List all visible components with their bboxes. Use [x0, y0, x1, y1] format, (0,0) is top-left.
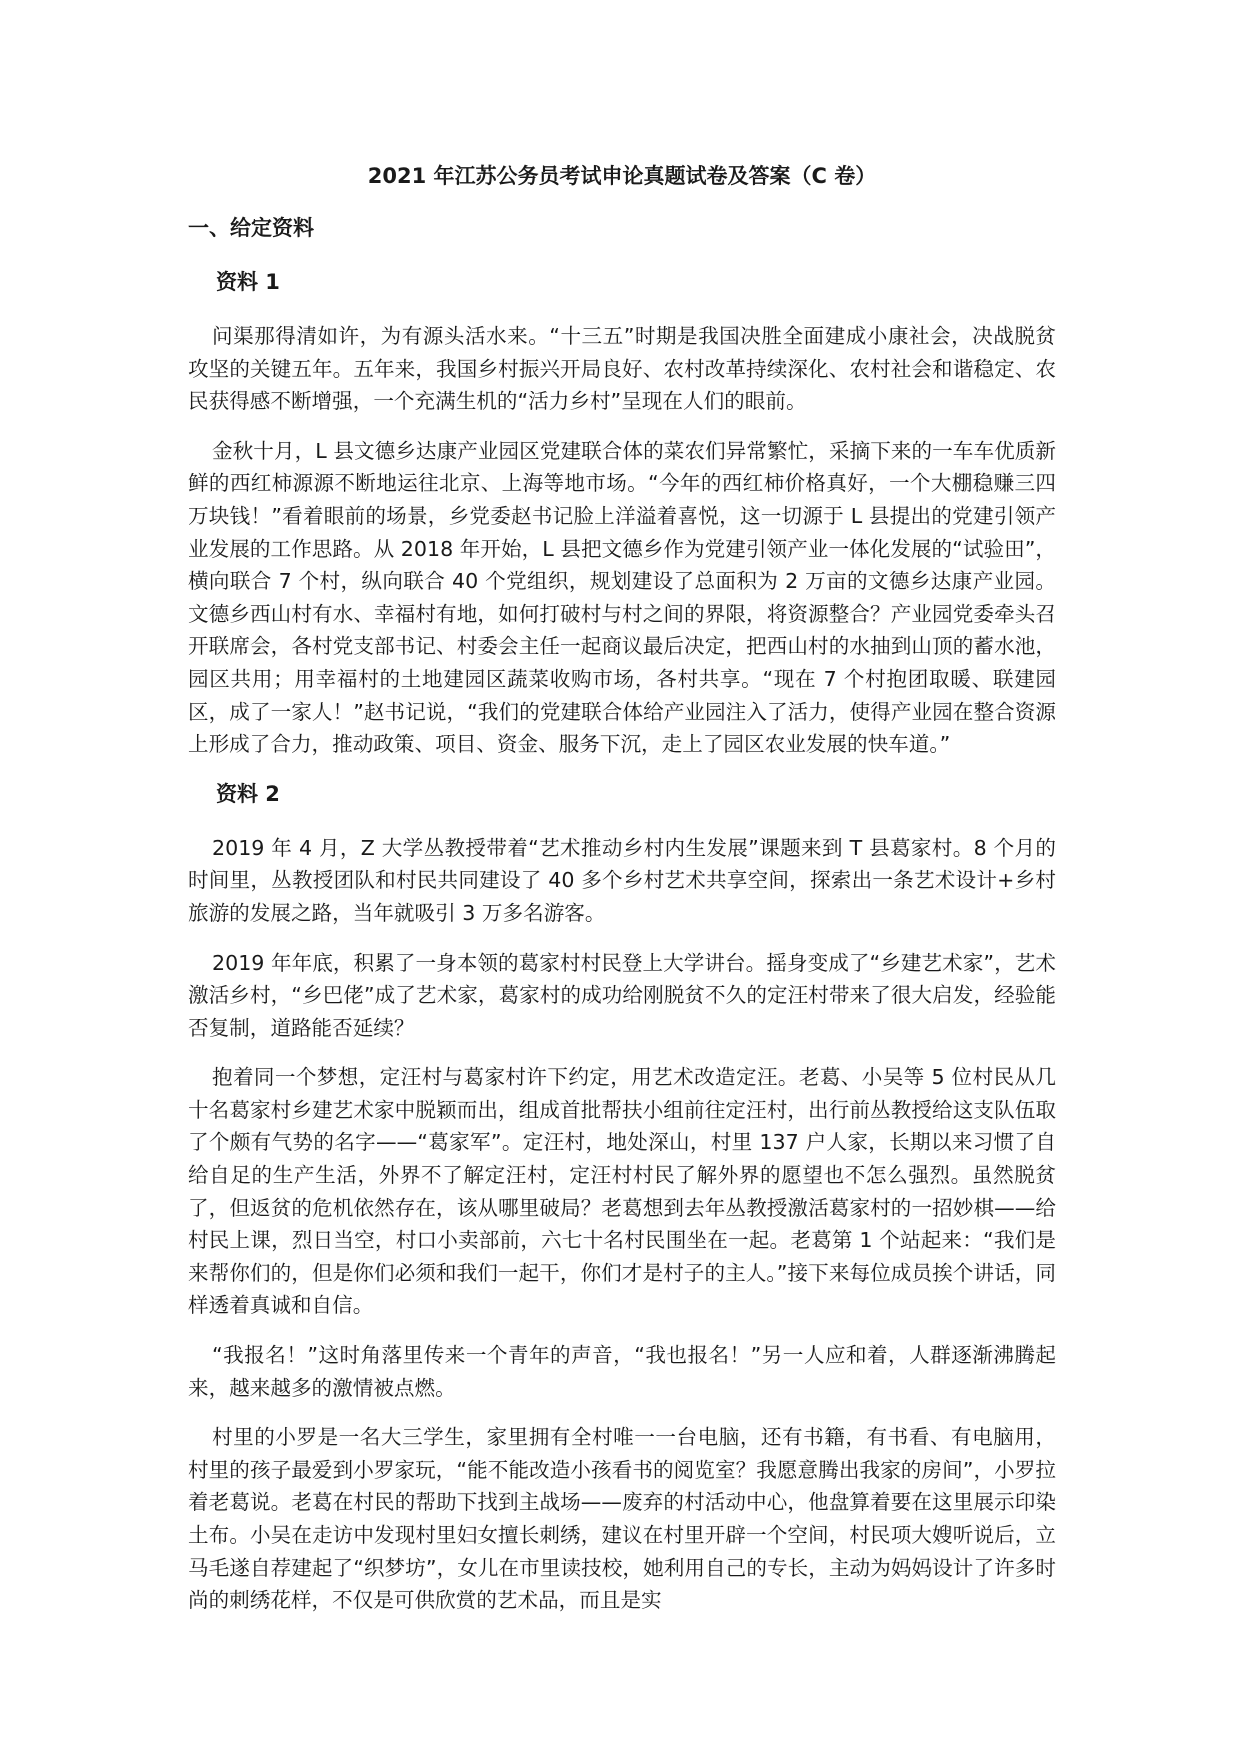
section-heading-given-materials: 一、给定资料 — [188, 216, 314, 240]
material-2-paragraph-1: 2019 年 4 月，Z 大学丛教授带着“艺术推动乡村内生发展”课题来到 T 县葛家村。8 个月的时间里，丛教授团队和村民共同建设了 40 多个乡村艺术共享空间，探索出一条艺术设计+乡村旅游的发展之路，当年就吸引 3 万多名游客。 — [188, 835, 1056, 925]
material-1-heading: 资料 1 — [216, 270, 280, 294]
material-2-paragraph-3: 抱着同一个梦想，定汪村与葛家村许下约定，用艺术改造定汪。老葛、小吴等 5 位村民从几十名葛家村乡建艺术家中脱颖而出，组成首批帮扶小组前往定汪村，出行前丛教授给这支队伍取了个颇有气势的名字——“葛家军”。定汪村，地处深山，村里 137 户人家，长期以来习惯了自给自足的生产生活，外界不了解定汪村，定汪村村民了解外界的愿望也不怎么强烈。虽然脱贫了，但返贫的危机依然存在，该从哪里破局？老葛想到去年丛教授激活葛家村的一招妙棋——给村民上课，烈日当空，村口小卖部前，六七十名村民围坐在一起。老葛第 1 个站起来：“我们是来帮你们的，但是你们必须和我们一起干，你们才是村子的主人。”接下来每位成员挨个讲话，同样透着真诚和自信。 — [188, 1065, 1056, 1318]
material-2-paragraph-4: “我报名！”这时角落里传来一个青年的声音，“我也报名！”另一人应和着，人群逐渐沸腾起来，越来越多的激情被点燃。 — [188, 1343, 1056, 1400]
material-2-paragraph-5: 村里的小罗是一名大三学生，家里拥有全村唯一一台电脑，还有书籍，有书看、有电脑用，村里的孩子最爱到小罗家玩，“能不能改造小孩看书的阅览室？我愿意腾出我家的房间”，小罗拉着老葛说。老葛在村民的帮助下找到主战场——废弃的村活动中心，他盘算着要在这里展示印染土布。小吴在走访中发现村里妇女擅长刺绣，建议在村里开辟一个空间，村民项大嫂听说后，立马毛遂自荐建起了“织梦坊”，女儿在市里读技校，她利用自己的专长，主动为妈妈设计了许多时尚的刺绣花样，不仅是可供欣赏的艺术品，而且是实 — [188, 1425, 1056, 1613]
material-1-paragraph-2: 金秋十月，L 县文德乡达康产业园区党建联合体的菜农们异常繁忙，采摘下来的一车车优质新鲜的西红柿源源不断地运往北京、上海等地市场。“今年的西红柿价格真好，一个大棚稳赚三四万块钱！”看着眼前的场景，乡党委赵书记脸上洋溢着喜悦，这一切源于 L 县提出的党建引领产业发展的工作思路。从 2018 年开始，L 县把文德乡作为党建引领产业一体化发展的“试验田”，横向联合 7 个村，纵向联合 40 个党组织，规划建设了总面积为 2 万亩的文德乡达康产业园。文德乡西山村有水、幸福村有地，如何打破村与村之间的界限，将资源整合？产业园党委牵头召开联席会，各村党支部书记、村委会主任一起商议最后决定，把西山村的水抽到山顶的蓄水池，园区共用；用幸福村的土地建园区蔬菜收购市场，各村共享。“现在 7 个村抱团取暖、联建园区，成了一家人！”赵书记说，“我们的党建联合体给产业园注入了活力，使得产业园在整合资源上形成了合力，推动政策、项目、资金、服务下沉，走上了园区农业发展的快车道。” — [188, 438, 1056, 757]
material-2-paragraph-2: 2019 年年底，积累了一身本领的葛家村村民登上大学讲台。摇身变成了“乡建艺术家”，艺术激活乡村，“乡巴佬”成了艺术家，葛家村的成功给刚脱贫不久的定汪村带来了很大启发，经验能否复制，道路能否延续？ — [188, 950, 1056, 1040]
material-2-heading: 资料 2 — [216, 781, 280, 806]
document-title: 2021 年江苏公务员考试申论真题试卷及答案（C 卷） — [367, 164, 877, 188]
material-1-paragraph-1: 问渠那得清如许，为有源头活水来。“十三五”时期是我国决胜全面建成小康社会，决战脱贫攻坚的关键五年。五年来，我国乡村振兴开局良好、农村改革持续深化、农村社会和谐稳定、农民获得感不断增强，一个充满生机的“活力乡村”呈现在人们的眼前。 — [188, 324, 1056, 414]
